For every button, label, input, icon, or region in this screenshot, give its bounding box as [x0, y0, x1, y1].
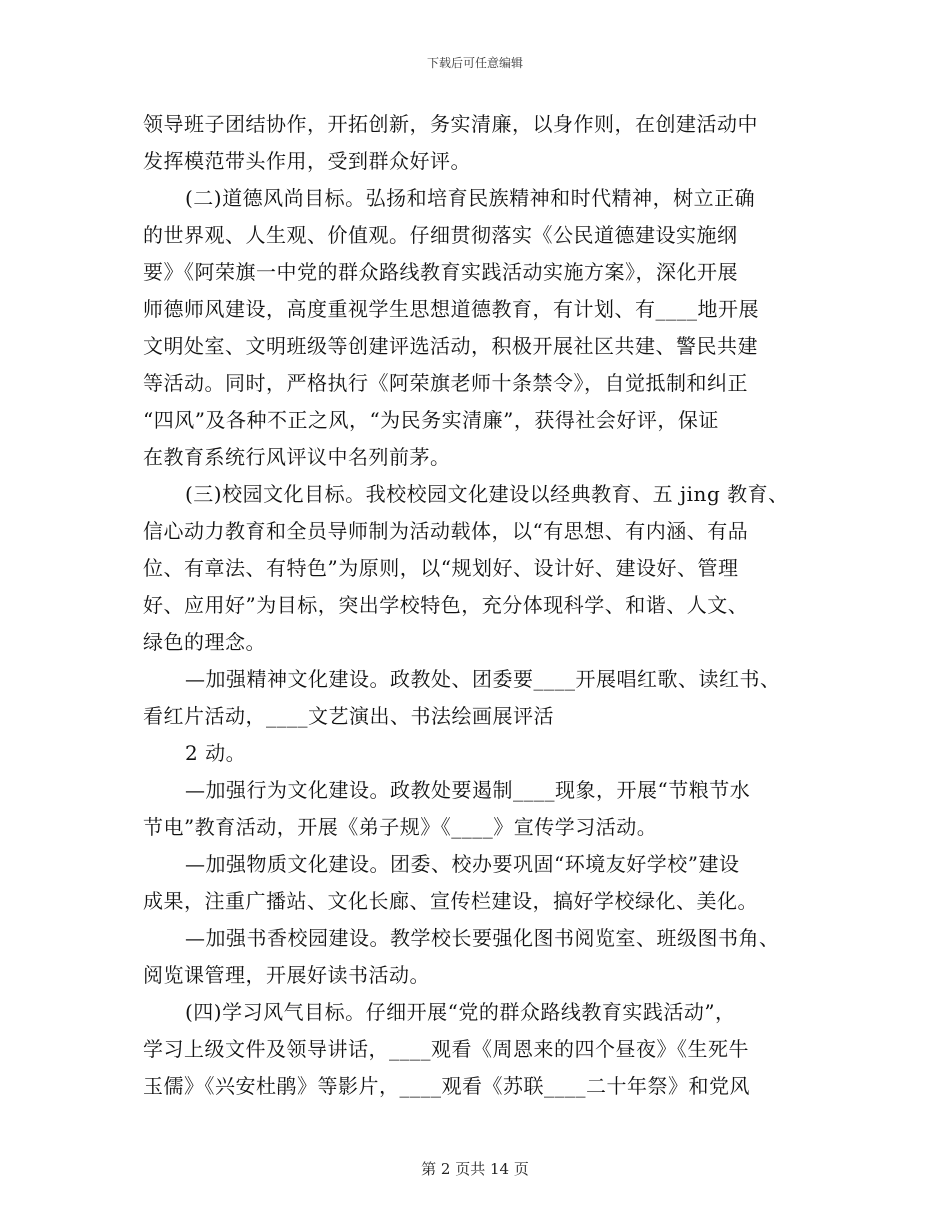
text-line: 2 动。 — [185, 741, 247, 765]
page-footer: 第 2 页共 14 页 — [421, 1160, 529, 1178]
text-line: 师德师风建设，高度重视学生思想道德教育，有计划、有____地开展 — [143, 297, 759, 321]
text-line: —加强行为文化建设。政教处要遏制____现象，开展“节粮节水 — [185, 778, 751, 802]
text-line: 学习上级文件及领导讲话，____观看《周恩来的四个昼夜》《生死牛 — [143, 1037, 749, 1061]
text-line: 节电”教育活动，开展《弟子规》《____》宣传学习活动。 — [143, 815, 658, 839]
text-line: —加强精神文化建设。政教处、团委要____开展唱红歌、读红书、 — [185, 667, 781, 691]
text-line: —加强物质文化建设。团委、校办要巩固“环境友好学校”建设 — [185, 852, 740, 876]
text-line: 成果，注重广播站、文化长廊、宣传栏建设，搞好学校绿化、美化。 — [143, 889, 758, 913]
text-line: 阅览课管理，开展好读书活动。 — [143, 963, 430, 987]
document-body — [143, 106, 815, 1105]
text-line: 看红片活动，____文艺演出、书法绘画展评活 — [143, 704, 554, 728]
text-line: “四风”及各种不正之风，“为民务实清廉”，获得社会好评，保证 — [143, 408, 719, 432]
text-line: 要》《阿荣旗一中党的群众路线教育实践活动实施方案》，深化开展 — [143, 260, 738, 284]
text-line: 绿色的理念。 — [143, 630, 266, 654]
text-line: 位、有章法、有特色”为原则，以“规划好、设计好、建设好、管理 — [143, 556, 739, 580]
text-line: 信心动力教育和全员导师制为活动载体，以“有思想、有内涵、有品 — [143, 519, 749, 543]
text-line: 领导班子团结协作，开拓创新，务实清廉，以身作则，在创建活动中 — [143, 112, 758, 136]
text-line: —加强书香校园建设。教学校长要强化图书阅览室、班级图书角、 — [185, 926, 780, 950]
text-line: (二)道德风尚目标。弘扬和培育民族精神和时代精神，树立正确 — [185, 186, 756, 210]
text-line: (四)学习风气目标。仔细开展“党的群众路线教育实践活动”， — [185, 1000, 736, 1024]
text-line: 在教育系统行风评议中名列前茅。 — [143, 445, 451, 469]
text-line: 发挥模范带头作用，受到群众好评。 — [143, 149, 471, 173]
page-header: 下载后可任意编辑 — [426, 56, 523, 70]
text-line: 玉儒》《兴安杜鹃》等影片，____观看《苏联____二十年祭》和党风 — [143, 1074, 750, 1098]
text-line: 文明处室、文明班级等创建评选活动，积极开展社区共建、警民共建 — [143, 334, 758, 358]
text-line: 的世界观、人生观、价值观。仔细贯彻落实《公民道德建设实施纲 — [143, 223, 738, 247]
text-line: 等活动。同时，严格执行《阿荣旗老师十条禁令》，自觉抵制和纠正 — [143, 371, 748, 395]
text-line: (三)校园文化目标。我校校园文化建设以经典教育、五 jing 教育、 — [185, 482, 789, 506]
text-line: 好、应用好”为目标，突出学校特色，充分体现科学、和谐、人文、 — [143, 593, 749, 617]
